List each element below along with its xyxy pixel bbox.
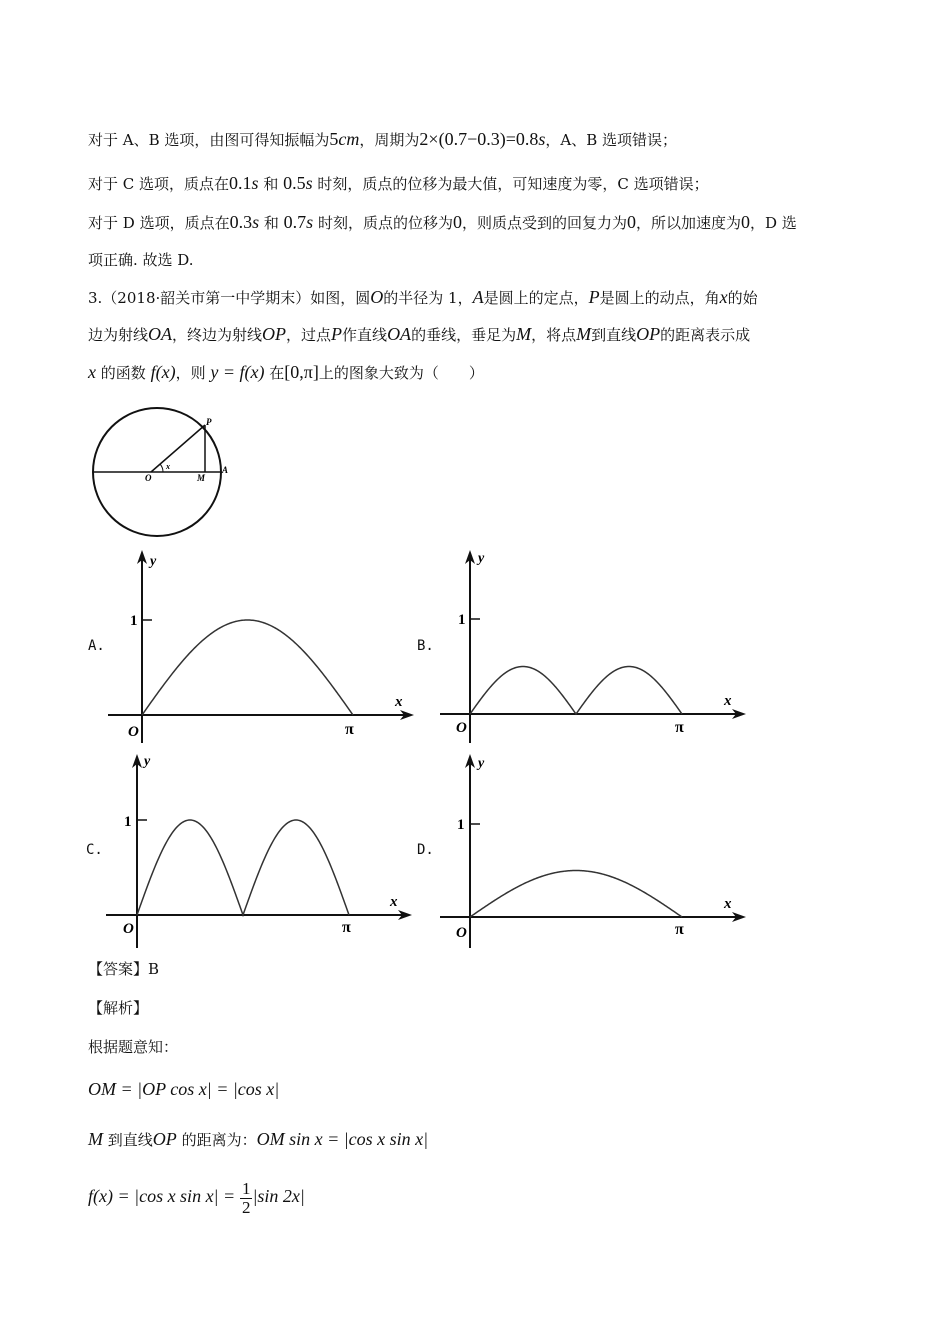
- math: s: [538, 129, 546, 149]
- math: P: [331, 324, 343, 344]
- text: 对于 C 选项，质点在: [88, 175, 230, 193]
- text: 上的图象大致为（ ）: [318, 364, 484, 382]
- text: ，周期为: [359, 131, 420, 149]
- text: ，将点: [531, 326, 577, 344]
- text: 对于 D 选项，质点在: [88, 214, 230, 232]
- math: s: [251, 173, 259, 193]
- analysis: 【解析】: [88, 999, 149, 1017]
- math: f(x) = |cos x sin x| =: [88, 1186, 236, 1206]
- text-line-2: [88, 172, 709, 195]
- math: OP: [152, 1129, 177, 1149]
- text: 是圆上的动点，角: [599, 289, 720, 307]
- text-line-1: [88, 128, 677, 151]
- label-x: x: [724, 896, 732, 912]
- math: 0: [741, 212, 751, 232]
- graph-option-d: [440, 750, 750, 950]
- intro-line: [88, 1036, 178, 1058]
- label-a: A: [222, 465, 229, 475]
- label-m: M: [197, 473, 206, 483]
- graph-option-a: [108, 548, 418, 748]
- text: 3.（2018·韶关市第一中学期末）如图，圆: [88, 289, 371, 307]
- math: O: [370, 287, 384, 307]
- equation-3: [88, 1176, 305, 1217]
- option-a-label: A.: [88, 638, 105, 654]
- text: ，D 选: [750, 214, 797, 232]
- label-x: x: [390, 894, 398, 910]
- text: 时刻，质点的位移为最大值，可知速度为零，C 选项错误；: [317, 175, 709, 193]
- label-one: 1: [457, 817, 465, 833]
- label-x: x: [724, 693, 732, 709]
- question-line-3: [88, 361, 484, 384]
- math: 0.5: [283, 173, 306, 193]
- intro: 根据题意知：: [88, 1038, 179, 1056]
- text: 到直线: [107, 1131, 153, 1149]
- label-origin: O: [123, 921, 134, 937]
- label-y: y: [478, 756, 485, 771]
- math: OP: [262, 324, 287, 344]
- option-d-label: D.: [417, 842, 434, 858]
- label-one: 1: [124, 814, 132, 830]
- text: ，则质点受到的回复力为: [461, 214, 627, 232]
- math: 0.1: [229, 173, 252, 193]
- equation-1: [88, 1078, 279, 1101]
- option-b-label: B.: [417, 638, 434, 654]
- math: |sin 2x|: [252, 1186, 305, 1206]
- math: M: [516, 324, 532, 344]
- math: s: [306, 212, 314, 232]
- analysis-heading: [88, 997, 148, 1019]
- math: [0,π]: [284, 362, 319, 382]
- label-y: y: [478, 551, 485, 566]
- math: OM sin x = |cos x sin x|: [256, 1129, 429, 1149]
- curve: [142, 620, 353, 715]
- text-line-4: [88, 249, 194, 271]
- label-pi: π: [345, 721, 354, 738]
- text: 的垂线，垂足为: [411, 326, 517, 344]
- answer: 【答案】B: [88, 960, 160, 978]
- curve: [137, 820, 349, 915]
- text: 项正确. 故选 D.: [88, 251, 194, 269]
- option-c-label: C.: [86, 842, 103, 858]
- numerator: 1: [241, 1178, 251, 1198]
- text: ，过点: [286, 326, 332, 344]
- label-pi: π: [675, 921, 684, 938]
- text: 的距离表示成: [660, 326, 751, 344]
- math: OP: [636, 324, 661, 344]
- math: 0.3: [229, 212, 253, 232]
- text: 时刻，质点的位移为: [317, 214, 453, 232]
- math: OA: [148, 324, 173, 344]
- denominator: 2: [241, 1197, 251, 1217]
- label-x: x: [395, 694, 403, 710]
- text: 和: [263, 214, 279, 232]
- label-origin: O: [456, 720, 467, 736]
- label-x: x: [166, 462, 170, 471]
- angle-arc: [160, 464, 163, 472]
- text: 的半径为 1，: [383, 289, 473, 307]
- math: M: [88, 1129, 103, 1149]
- math: f(x): [150, 362, 176, 382]
- math: x: [719, 287, 728, 307]
- text: 边为射线: [88, 326, 149, 344]
- math: OM = |OP cos x| = |cos x|: [88, 1079, 280, 1099]
- math: s: [252, 212, 260, 232]
- text: 是圆上的定点，: [483, 289, 589, 307]
- text: ，则: [175, 364, 206, 382]
- curve: [470, 871, 682, 918]
- label-p: P: [206, 417, 212, 427]
- math: cm: [338, 129, 360, 149]
- math: 2×(0.7−0.3)=0.8: [419, 129, 539, 149]
- answer-line: [88, 958, 159, 980]
- graph-option-c: [106, 750, 416, 950]
- label-o: O: [145, 473, 152, 483]
- math: OA: [387, 324, 412, 344]
- math: A: [472, 287, 484, 307]
- math: 0: [452, 212, 462, 232]
- text: 的函数: [100, 364, 146, 382]
- math: s: [305, 173, 313, 193]
- text-line-3: [88, 211, 797, 234]
- text: 在: [269, 364, 285, 382]
- label-pi: π: [675, 719, 684, 736]
- text: 和: [263, 175, 279, 193]
- math: 0.7: [283, 212, 307, 232]
- text: 的距离为：: [181, 1131, 257, 1149]
- math: x: [88, 362, 96, 382]
- text: ，终边为射线: [172, 326, 263, 344]
- text: ，A、B 选项错误；: [545, 131, 678, 149]
- text: 对于 A、B 选项，由图可得知振幅为: [88, 131, 330, 149]
- equation-2: [88, 1128, 428, 1151]
- circle-figure: [85, 405, 245, 545]
- text: ，所以加速度为: [636, 214, 742, 232]
- math: M: [576, 324, 592, 344]
- text: 作直线: [342, 326, 388, 344]
- math: 0: [627, 212, 636, 232]
- label-one: 1: [130, 613, 138, 629]
- label-one: 1: [458, 612, 466, 628]
- label-y: y: [144, 754, 151, 769]
- graph-option-b: [440, 548, 750, 748]
- label-origin: O: [128, 724, 139, 740]
- fraction-one-half: [240, 1180, 253, 1217]
- math: P: [588, 287, 600, 307]
- math: 5: [329, 129, 339, 149]
- curve: [470, 667, 682, 715]
- label-origin: O: [456, 925, 467, 941]
- math: y = f(x): [210, 362, 265, 382]
- label-pi: π: [342, 919, 351, 936]
- radius-op: [151, 425, 205, 472]
- question-line-1: [88, 286, 758, 309]
- text: 的始: [727, 289, 758, 307]
- text: 到直线: [591, 326, 637, 344]
- question-line-2: [88, 323, 750, 346]
- label-y: y: [150, 554, 157, 569]
